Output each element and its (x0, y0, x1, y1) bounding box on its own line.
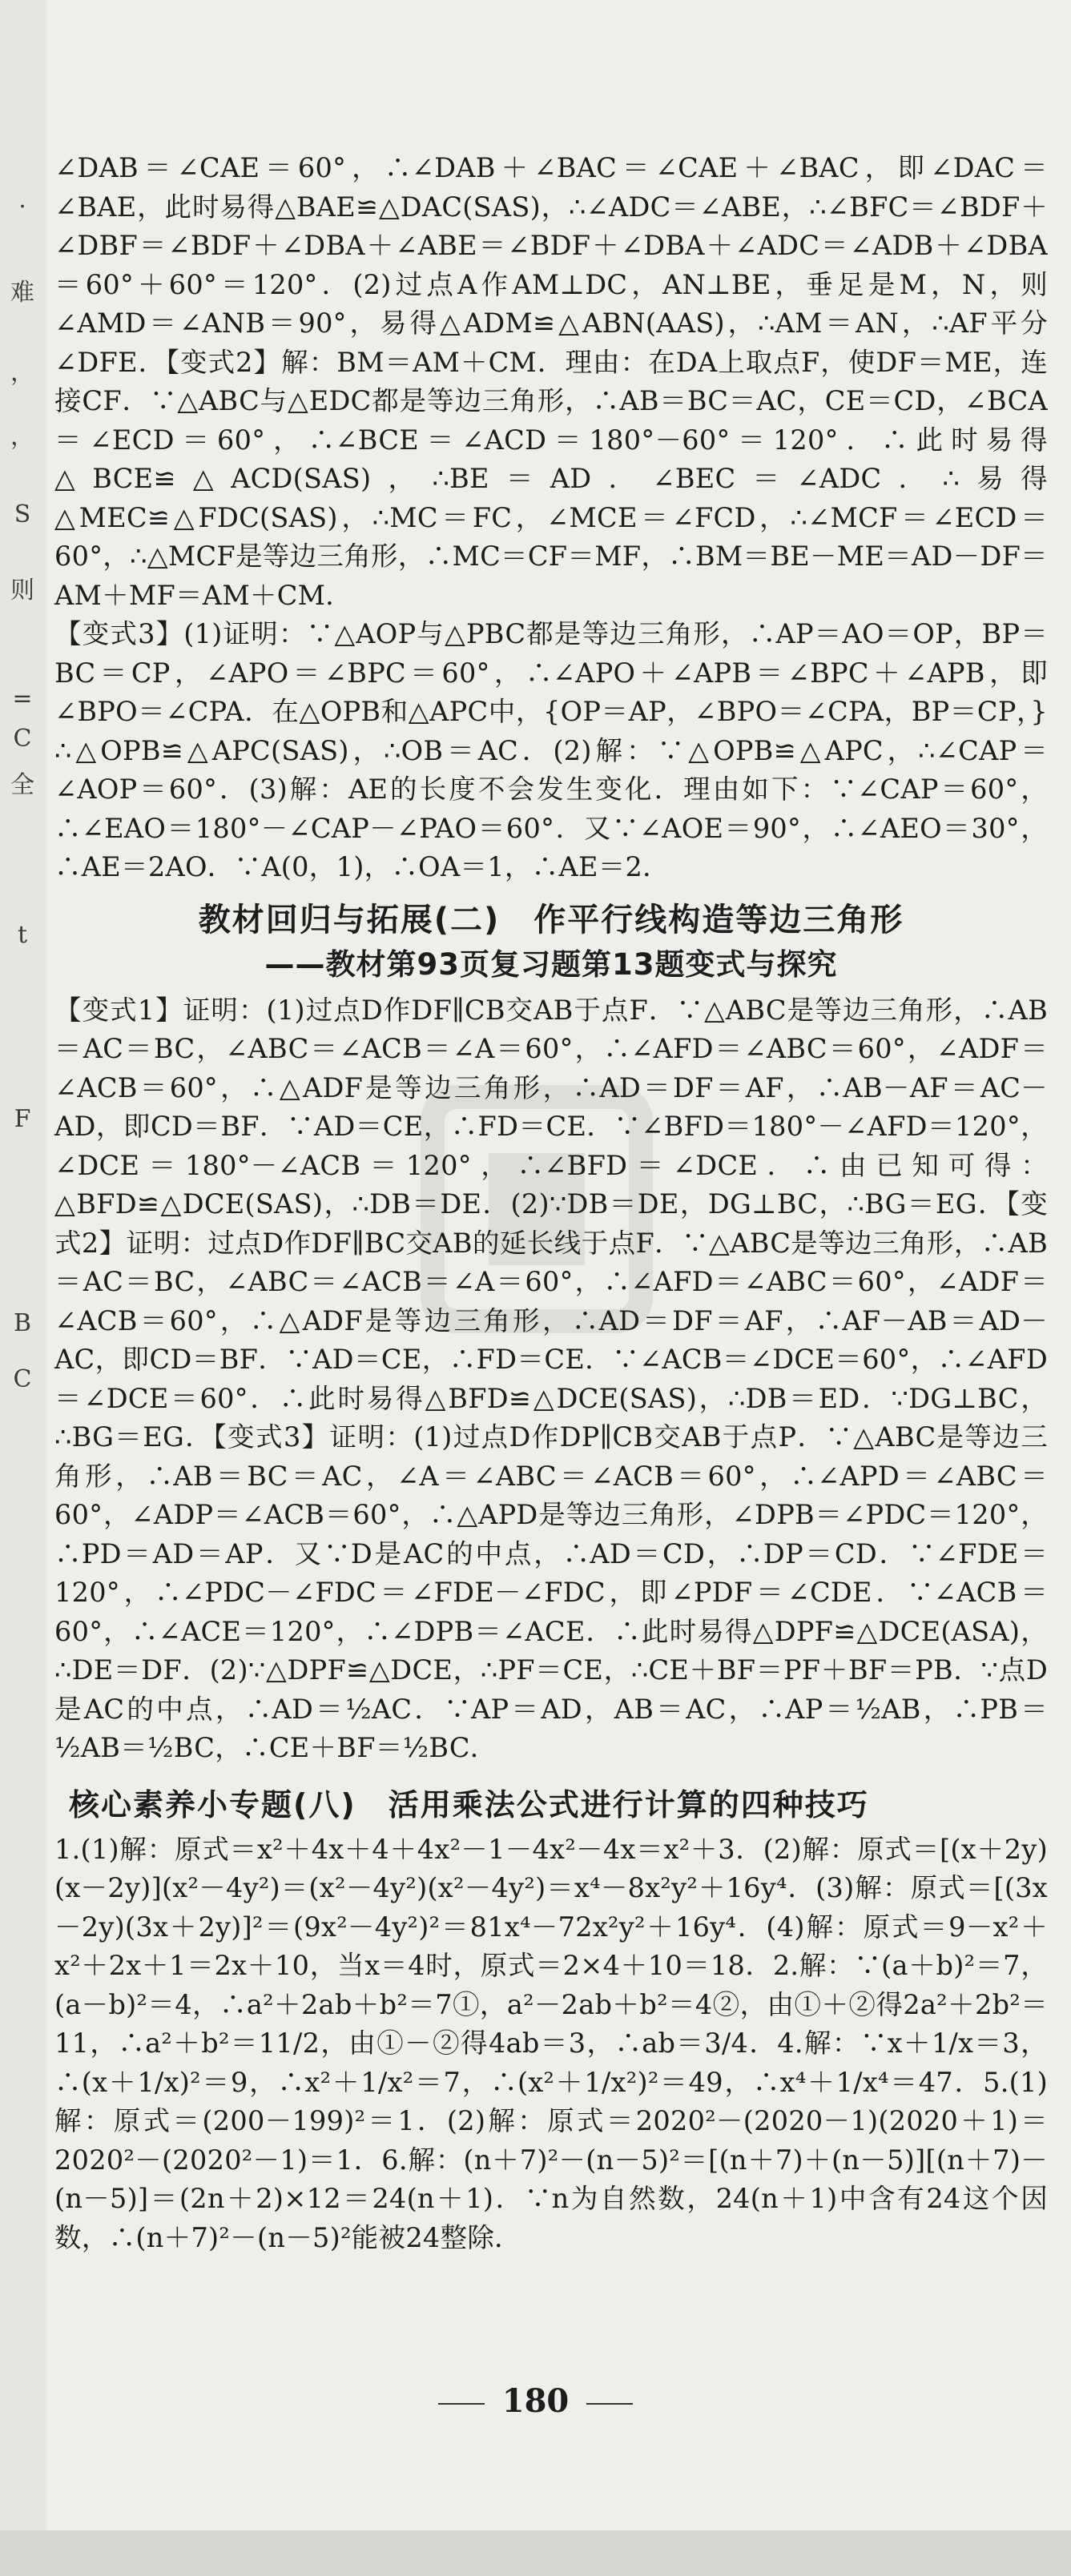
answer-column (54, 149, 1048, 2257)
margin-char: ， (10, 423, 34, 451)
margin-char: 难 (10, 279, 34, 307)
margin-char: F (14, 1105, 31, 1133)
margin-char: . (18, 186, 26, 214)
section-subtitle: ——教材第93页复习题第13题变式与探究 (264, 946, 838, 982)
answer-paragraph: ∠DAB＝∠CAE＝60°，∴∠DAB＋∠BAC＝∠CAE＋∠BAC，即∠DAC＝∠BAE，此时易得△BAE≌△DAC(SAS)，∴∠ADC＝∠ABE，∴∠BFC＝∠BDF＋∠DBF＝∠BDF＋∠DBA＋∠ABE＝∠BDF＋∠DBA＋∠ADC＝∠ADB＋∠DBA＝60°＋60°＝120°．(2)过点A作AM⊥DC，AN⊥BE，垂足是M，N，则∠AMD＝∠ANB＝90°，易得△ADM≌△ABN(AAS)，∴AM＝AN，∴AF平分∠DFE．【变式2】解：BM＝AM＋CM．理由：在DA上取点F，使DF＝ME，连接CF．∵△ABC与△EDC都是等边三角形，∴AB＝BC＝AC，CE＝CD，∠BCA＝∠ECD＝60°，∴∠BCE＝∠ACD＝180°－60°＝120°．∴此时易得△BCE≌△ACD(SAS)，∴BE＝AD．∠BEC＝∠ADC．∴易得△MEC≌△FDC(SAS)，∴MC＝FC，∠MCE＝∠FCD，∴∠MCF＝∠ECD＝60°，∴△MCF是等边三角形，∴MC＝CF＝MF，∴BM＝BE－ME＝AD－DF＝AM＋MF＝AM＋CM． (54, 152, 1048, 611)
margin-char: B (13, 1309, 32, 1337)
scan-bottom-edge (0, 2530, 1071, 2576)
answer-paragraph: 【变式3】(1)证明：∵△AOP与△PBC都是等边三角形，∴AP＝AO＝OP，BP＝BC＝CP，∠APO＝∠BPC＝60°，∴∠APO＋∠APB＝∠BPC＋∠APB，即∠BPO＝∠CPA．在△OPB和△APC中，{OP＝AP，∠BPO＝∠CPA，BP＝CP，}∴△OPB≌△APC(SAS)，∴OB＝AC．(2)解：∵△OPB≌△APC，∴∠CAP＝∠AOP＝60°．(3)解：AE的长度不会发生变化．理由如下：∵∠CAP＝60°，∴∠EAO＝180°－∠CAP－∠PAO＝60°．又∵∠AOE＝90°，∴∠AEO＝30°，∴AE＝2AO．∵A(0，1)，∴OA＝1，∴AE＝2． (54, 618, 1048, 882)
margin-char: t (17, 921, 28, 949)
margin-char: S (14, 500, 31, 528)
section-title: 核心素养小专题(八) 活用乘法公式进行计算的四种技巧 (69, 1786, 869, 1822)
answer-paragraph: 【变式1】证明：(1)过点D作DF∥CB交AB于点F．∵△ABC是等边三角形，∴AB＝AC＝BC，∠ABC＝∠ACB＝∠A＝60°，∴∠AFD＝∠ABC＝60°，∠ADF＝∠ACB＝60°，∴△ADF是等边三角形，∴AD＝DF＝AF，∴AB－AF＝AC－AD，即CD＝BF．∵AD＝CE，∴FD＝CE．∵∠BFD＝180°－∠AFD＝120°，∠DCE＝180°－∠ACB＝120°，∴∠BFD＝∠DCE．∴由已知可得：△BFD≌△DCE(SAS)，∴DB＝DE．(2)∵DB＝DE，DG⊥BC，∴BG＝EG．【变式2】证明：过点D作DF∥BC交AB的延长线于点F．∵△ABC是等边三角形，∴AB＝AC＝BC，∠ABC＝∠ACB＝∠A＝60°，∴∠AFD＝∠ABC＝60°，∠ADF＝∠ACB＝60°，∴△ADF是等边三角形，∴AD＝DF＝AF，∴AF－AB＝AD－AC，即CD＝BF．∵AD＝CE，∴FD＝CE．∵∠ACB＝∠DCE＝60°，∴∠AFD＝∠DCE＝60°．∴此时易得△BFD≌△DCE(SAS)，∴DB＝ED．∵DG⊥BC，∴BG＝EG．【变式3】证明：(1)过点D作DP∥CB交AB于点P．∵△ABC是等边三角形，∴AB＝BC＝AC，∠A＝∠ABC＝∠ACB＝60°，∴∠APD＝∠ABC＝60°，∠ADP＝∠ACB＝60°，∴△APD是等边三角形，∠DPB＝∠PDC＝120°，∴PD＝AD＝AP．又∵D是AC的中点，∴AD＝CD，∴DP＝CD．∵∠FDE＝120°，∴∠PDC－∠FDC＝∠FDE－∠FDC，即∠PDF＝∠CDE．∵∠ACB＝60°，∴∠ACE＝120°，∴∠DPB＝∠ACE．∴此时易得△DPF≌△DCE(ASA)，∴DE＝DF．(2)∵△DPF≌△DCE，∴PF＝CE，∴CE＋BF＝PF＋BF＝PB．∵点D是AC的中点，∴AD＝½AC．∵AP＝AD，AB＝AC，∴AP＝½AB，∴PB＝½AB＝½BC，∴CE＋BF＝½BC． (54, 994, 1048, 1763)
margin-char: = (12, 685, 33, 713)
section-title: 教材回归与拓展(二) 作平行线构造等边三角形 (198, 901, 904, 938)
margin-char: 则 (10, 577, 34, 605)
left-margin-bleed (0, 0, 46, 2576)
answer-paragraph: 1.(1)解：原式＝x²＋4x＋4＋4x²－1－4x²－4x＝x²＋3．(2)解：原式＝[(x＋2y)(x－2y)](x²－4y²)＝(x²－4y²)(x²－4y²)＝x⁴－8x²y²＋16y⁴．(3)解：原式＝[(3x－2y)(3x＋2y)]²＝(9x²－4y²)²＝81x⁴－72x²y²＋16y⁴．(4)解：原式＝9－x²＋x²＋2x＋1＝2x＋10，当x＝4时，原式＝2×4＋10＝18．2.解：∵(a＋b)²＝7，(a－b)²＝4，∴a²＋2ab＋b²＝7①，a²－2ab＋b²＝4②，由①＋②得2a²＋2b²＝11，∴a²＋b²＝11/2，由①－②得4ab＝3，∴ab＝3/4．4.解：∵x＋1/x＝3，∴(x＋1/x)²＝9，∴x²＋1/x²＝7，∴(x²＋1/x²)²＝49，∴x⁴＋1/x⁴＝47．5.(1)解：原式＝(200－199)²＝1．(2)解：原式＝2020²－(2020－1)(2020＋1)＝2020²－(2020²－1)＝1．6.解：(n＋7)²－(n－5)²＝[(n＋7)＋(n－5)][(n＋7)－(n－5)]＝(2n＋2)×12＝24(n＋1)．∵n为自然数，24(n＋1)中含有24这个因数，∴(n＋7)²－(n－5)²能被24整除． (54, 1833, 1048, 2253)
page-number (0, 2382, 1071, 2420)
margin-char: C (13, 1365, 32, 1393)
dash-right (586, 2403, 633, 2405)
margin-char: 全 (10, 771, 34, 799)
margin-char: ， (10, 359, 34, 387)
margin-char: C (13, 725, 32, 753)
page-number-text: 180 (501, 2382, 570, 2420)
dash-left (438, 2403, 485, 2405)
